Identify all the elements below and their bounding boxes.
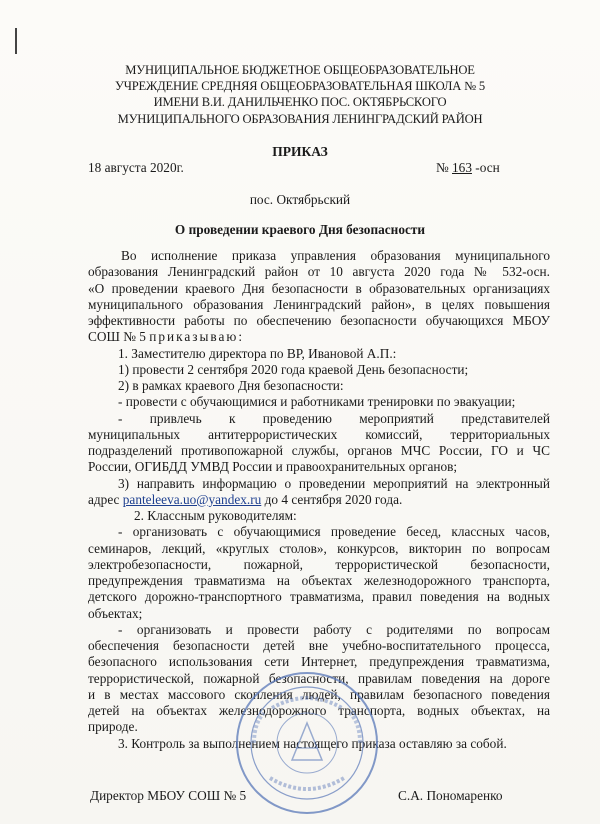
- body-line: природе.: [88, 719, 138, 735]
- body-line: предупреждения травматизма на объектах железнодорожного транспорта,: [88, 573, 550, 588]
- order-number-prefix: №: [436, 160, 453, 175]
- body-text: СОШ № 5: [88, 329, 150, 345]
- body-line: семинаров, лекций, «круглых столов», конкурсов, викторин по вопросам: [88, 540, 550, 556]
- body-line: - организовать и провести работу с родителями по вопросам: [118, 621, 550, 637]
- order-date: 18 августа 2020г.: [88, 160, 184, 175]
- item-1: 1. Заместителю директора по ВР, Ивановой А.П.:: [118, 345, 397, 361]
- body-line: эффективности работы по обеспечению безопасности обучающихся МБОУ: [88, 313, 550, 328]
- body-line: [88, 492, 550, 508]
- order-number-value: 163: [452, 160, 472, 175]
- order-directive: приказываю:: [149, 329, 245, 345]
- order-number-suffix: -осн: [471, 160, 500, 175]
- header-line: МУНИЦИПАЛЬНОЕ БЮДЖЕТНОЕ ОБЩЕОБРАЗОВАТЕЛЬНОЕ: [125, 63, 475, 77]
- order-title: ПРИКАЗ: [272, 144, 328, 159]
- body-line: муниципального образования Ленинградский район», в целях повышения: [88, 296, 550, 312]
- item-1-1: 1) провести 2 сентября 2020 года краевой День безопасности;: [118, 361, 469, 377]
- body-line: подразделений противопожарной службы, органов МЧС России, ГО и ЧС: [88, 443, 550, 458]
- official-stamp-icon: [232, 668, 382, 818]
- order-subject: О проведении краевого Дня безопасности: [174, 222, 426, 237]
- body-line: объектах;: [88, 605, 143, 621]
- body-line: детей на объектах железнодорожного транспорта, водных объектах, на: [88, 703, 550, 718]
- header-line: ИМЕНИ В.И. ДАНИЛЬЧЕНКО ПОС. ОКТЯБРЬСКОГО: [153, 95, 447, 110]
- item-1-2: 2) в рамках краевого Дня безопасности:: [118, 378, 344, 393]
- body-line: - привлечь к проведению мероприятий представителей: [118, 410, 550, 426]
- body-text: до 4 сентября 2020 года.: [261, 491, 403, 507]
- margin-mark: [15, 28, 17, 54]
- item-1-2a: - провести с обучающимися и работниками тренировки по эвакуации;: [118, 394, 516, 410]
- item-3: 3. Контроль за выполнением настоящего приказа оставляю за собой.: [118, 735, 507, 751]
- email-link[interactable]: panteleeva.uo@yandex.ru: [122, 491, 262, 507]
- body-line: муниципальных антитеррористических комиссий, территориальных: [88, 426, 550, 442]
- body-line: и в местах массового скопления людей, правилам безопасного поведения: [88, 686, 550, 702]
- item-2: 2. Классным руководителям:: [134, 508, 297, 523]
- header-line: УЧРЕЖДЕНИЕ СРЕДНЯЯ ОБЩЕОБРАЗОВАТЕЛЬНАЯ ШКОЛА № 5: [115, 79, 485, 94]
- body-line: образования Ленинградский район от 10 августа 2020 года № 532-осн.: [88, 264, 550, 280]
- body-line: - организовать с обучающимися проведение бесед, классных часов,: [118, 524, 550, 540]
- body-line: Во исполнение приказа управления образования муниципального: [121, 248, 550, 263]
- body-text: адрес: [88, 491, 123, 507]
- body-line: безопасного использования сети Интернет, предупреждения травматизма,: [88, 654, 550, 670]
- body-line: «О проведении краевого Дня безопасности в образовательных организациях: [88, 280, 550, 296]
- organization-header: [60, 62, 540, 127]
- body-line: [88, 329, 550, 345]
- body-line: обеспечения безопасности детей вне учебно-воспитательного процесса,: [88, 638, 550, 653]
- order-number: [436, 160, 500, 176]
- body-line: террористической, пожарной безопасности, правилам поведения на дороге: [88, 670, 550, 686]
- body-line: детского дорожно-транспортного травматизма, правил поведения на водных: [88, 589, 550, 605]
- signature-position: Директор МБОУ СОШ № 5: [90, 788, 247, 803]
- body-line: 3) направить информацию о проведении мероприятий на электронный: [118, 475, 550, 491]
- signature-name: С.А. Пономаренко: [398, 788, 503, 803]
- order-place: пос. Октябрьский: [249, 192, 351, 207]
- body-line: электробезопасности, пожарной, террористической безопасности,: [88, 556, 550, 572]
- header-line: МУНИЦИПАЛЬНОГО ОБРАЗОВАНИЯ ЛЕНИНГРАДСКИЙ РАЙОН: [117, 111, 483, 126]
- body-line: России, ОГИБДД УМВД России и правоохранительных органов;: [88, 459, 458, 475]
